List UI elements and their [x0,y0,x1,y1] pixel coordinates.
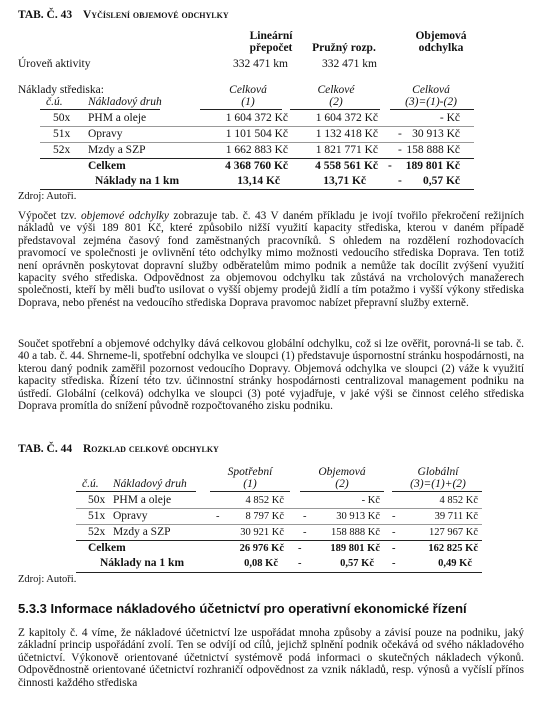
row-sign3: - [392,527,396,538]
row-col2: 30 913 Kč [336,511,380,522]
col1-number: (1) [241,96,255,108]
total-col3: 189 801 Kč [405,160,460,172]
header-recalc: přepočet [249,42,293,54]
table-source: Zdroj: Autoři. [18,191,77,202]
header-volume: Objemová [415,30,467,42]
header-rule [390,109,474,110]
col1-number: (1) [243,478,257,490]
row-sign: - [398,144,402,156]
table-44-caption [18,443,219,455]
col2-label: Objemová [318,466,366,478]
perkm-col3: 0,57 Kč [422,175,460,187]
header-rule [392,491,482,492]
row-sign: - [398,128,402,140]
row-col3: 158 888 Kč [406,144,460,156]
row-code: 52x [53,144,71,156]
row-rule [40,142,474,143]
perkm-col1: 13,14 Kč [237,175,280,187]
header-flexible-budget: Pružný rozp. [312,42,376,54]
col2-label: Celkové [317,84,355,96]
col2-number: (2) [335,478,349,490]
bottom-rule [40,189,474,190]
perkm-sign: - [398,175,402,187]
row-col3: 30 913 Kč [412,128,460,140]
perkm-label: Náklady na 1 km [95,175,180,187]
header-rule [76,491,196,492]
row-name: Mzdy a SZP [88,144,146,156]
row-col2: - Kč [361,495,380,506]
header-rule [200,109,282,110]
activity-linear: 332 471 km [233,58,288,70]
row-sign3: - [392,511,396,522]
row-rule [76,508,482,509]
col3-number: (3)=(1)+(2) [410,478,466,490]
paragraph-volume-variance [18,210,524,309]
header-rule [290,109,380,110]
header-variance: odchylka [418,42,464,54]
row-rule [40,126,474,127]
row-col1: 1 662 883 Kč [225,144,288,156]
col-cost-type-header: Nákladový druh [113,478,187,490]
paragraph-text: zobrazuje tab. č. 43 V daném příkladu je ivojí tvořilo překročení režijních nákladů ve výši 189 801 Kč, které způsobilo nižší využití kapacity střediska, kterou v daném případě představoval zejména časový fond zaměstnaných pracovníků. S ohledem na rozdělení rozhodovacích pravomocí ve společnosti je ovlivnění této odchylky mimo možnosti vedoucího střediska Doprava. Ten totiž není oprávněn poskytovat dopravní služby odběratelům mimo podnik a nemůže tak docílit zvýšení využití kapacity svého střediska. Odpovědnost za objemovou odchylku tak zůstává na vrcholových manažerech společnosti, kteří by měli buďto usilovat o vyšší objemy prodejů židlí a tím potažmo i vyšší výkony střediska Doprava, nebo přenést na vedoucího střediska Doprava pravomoc nabízet přepravní služby externě. [18,210,525,309]
table-43-caption [18,9,229,21]
col3-label: Celková [412,84,450,96]
col3-number: (3)=(1)-(2) [405,96,457,108]
total-col1: 4 368 760 Kč [225,160,288,172]
header-linear: Lineární [249,30,293,42]
caption-number: TAB. Č. 44 [18,443,73,455]
col-cost-type-header: Nákladový druh [88,96,162,108]
row-sign2: - [303,527,307,538]
section-paragraph: Z kapitoly č. 4 víme, že nákladové účetnictví lze uspořádat mnoha způsoby a závisí pouze na podniku, jaký základní princip uspořádání zvolí. Ten se odvíjí od cílů, jejichž splnění podnik očekává od svého nákladového účetnictví. Výkonově orientované účetnictví systémově podá informaci o skutečných nákladech výkonů. Odpovědnostně orientované účetnictví rozhraničí odpovědnost za vznik nákladů, resp. výnosů a vyčíslí přínos činnosti každého střediska [18,627,524,689]
total-col2: 189 801 Kč [330,543,380,554]
header-rule [210,491,290,492]
row-name: Opravy [113,510,148,522]
perkm-col3: 0,49 Kč [438,558,472,569]
row-name: PHM a oleje [113,494,172,506]
perkm-label: Náklady na 1 km [100,557,185,569]
total-sign: - [388,160,392,172]
total-label: Celkem [88,160,126,172]
row-col3: 4 852 Kč [439,495,478,506]
row-rule [76,524,482,525]
col3-label: Globální [417,466,459,478]
row-code: 51x [88,510,106,522]
row-code: 51x [53,128,71,140]
total-label: Celkem [88,542,126,554]
row-name: Opravy [88,128,123,140]
perkm-sign3: - [392,558,396,569]
col1-label: Celková [229,84,267,96]
row-col3: - Kč [439,112,460,124]
activity-flexible: 332 471 km [322,58,377,70]
caption-title: Vyčíslení objemové odchylky [82,9,229,21]
total-col1: 26 976 Kč [239,543,284,554]
row-code: 50x [53,112,71,124]
row-col2: 1 132 418 Kč [315,128,378,140]
row-col3: 127 967 Kč [429,527,478,538]
row-col1: 8 797 Kč [245,511,284,522]
col1-label: Spotřební [227,466,273,478]
costs-label: Náklady střediska: [18,84,104,96]
header-rule [40,109,160,110]
total-col3: 162 825 Kč [428,543,478,554]
total-rule [76,540,482,541]
row-col2: 1 604 372 Kč [315,112,378,124]
header-rule [300,491,384,492]
row-col1: 4 852 Kč [245,495,284,506]
col2-number: (2) [329,96,343,108]
total-sign2: - [298,543,302,554]
section-heading: 5.3.3 Informace nákladového účetnictví pro operativní ekonomické řízení [18,601,467,616]
total-sign3: - [392,543,396,554]
caption-number: TAB. Č. 43 [18,9,73,21]
perkm-col2: 13,71 Kč [323,175,366,187]
perkm-col1: 0,08 Kč [244,558,278,569]
perkm-sign2: - [298,558,302,569]
row-col1: 1 604 372 Kč [225,112,288,124]
bottom-rule [76,572,482,573]
perkm-col2: 0,57 Kč [340,558,374,569]
row-sign1: - [216,511,220,522]
caption-title: Rozklad celkové odchylky [82,443,219,455]
row-code: 50x [88,494,106,506]
total-col2: 4 558 561 Kč [315,160,378,172]
activity-label: Úroveň aktivity [18,58,91,70]
row-col2: 158 888 Kč [331,527,380,538]
row-col3: 39 711 Kč [434,511,478,522]
row-col2: 1 821 771 Kč [315,144,378,156]
col-account-header: č.ú. [82,478,99,490]
row-code: 52x [88,526,106,538]
paragraph-text: Výpočet tzv. [18,210,82,222]
row-name: Mzdy a SZP [113,526,171,538]
paragraph-global-variance: Součet spotřební a objemové odchylky dává celkovou globální odchylku, což si lze ověřit, porovná-li se tab. č. 40 a tab. č. 44. Shrneme-li, spotřební odchylka ve sloupci (1) představuje úspornostní stránku hospodárnosti, na kterou daný podnik zaměřil pozornost vedoucího Dopravy. Objemová odchylka ve sloupci (2) váže k využití kapacity střediska. Řízení této tzv. účinnostní stránky hospodárnosti centralizoval management podniku na ústředí. Globální (celková) odchylka ve sloupci (3) poté vyjadřuje, v jaké výši se činnost celého střediska Doprava promítla do snížení původně rozpočtovaného zisku podniku. [18,338,524,413]
paragraph-emphasis: objemové odchylky [81,210,169,222]
total-rule [40,158,474,159]
row-name: PHM a oleje [88,112,147,124]
table-source: Zdroj: Autoři. [18,574,77,585]
col-account-header: č.ú. [46,96,63,108]
row-col1: 30 921 Kč [240,527,284,538]
row-col1: 1 101 504 Kč [225,128,288,140]
row-sign2: - [303,511,307,522]
